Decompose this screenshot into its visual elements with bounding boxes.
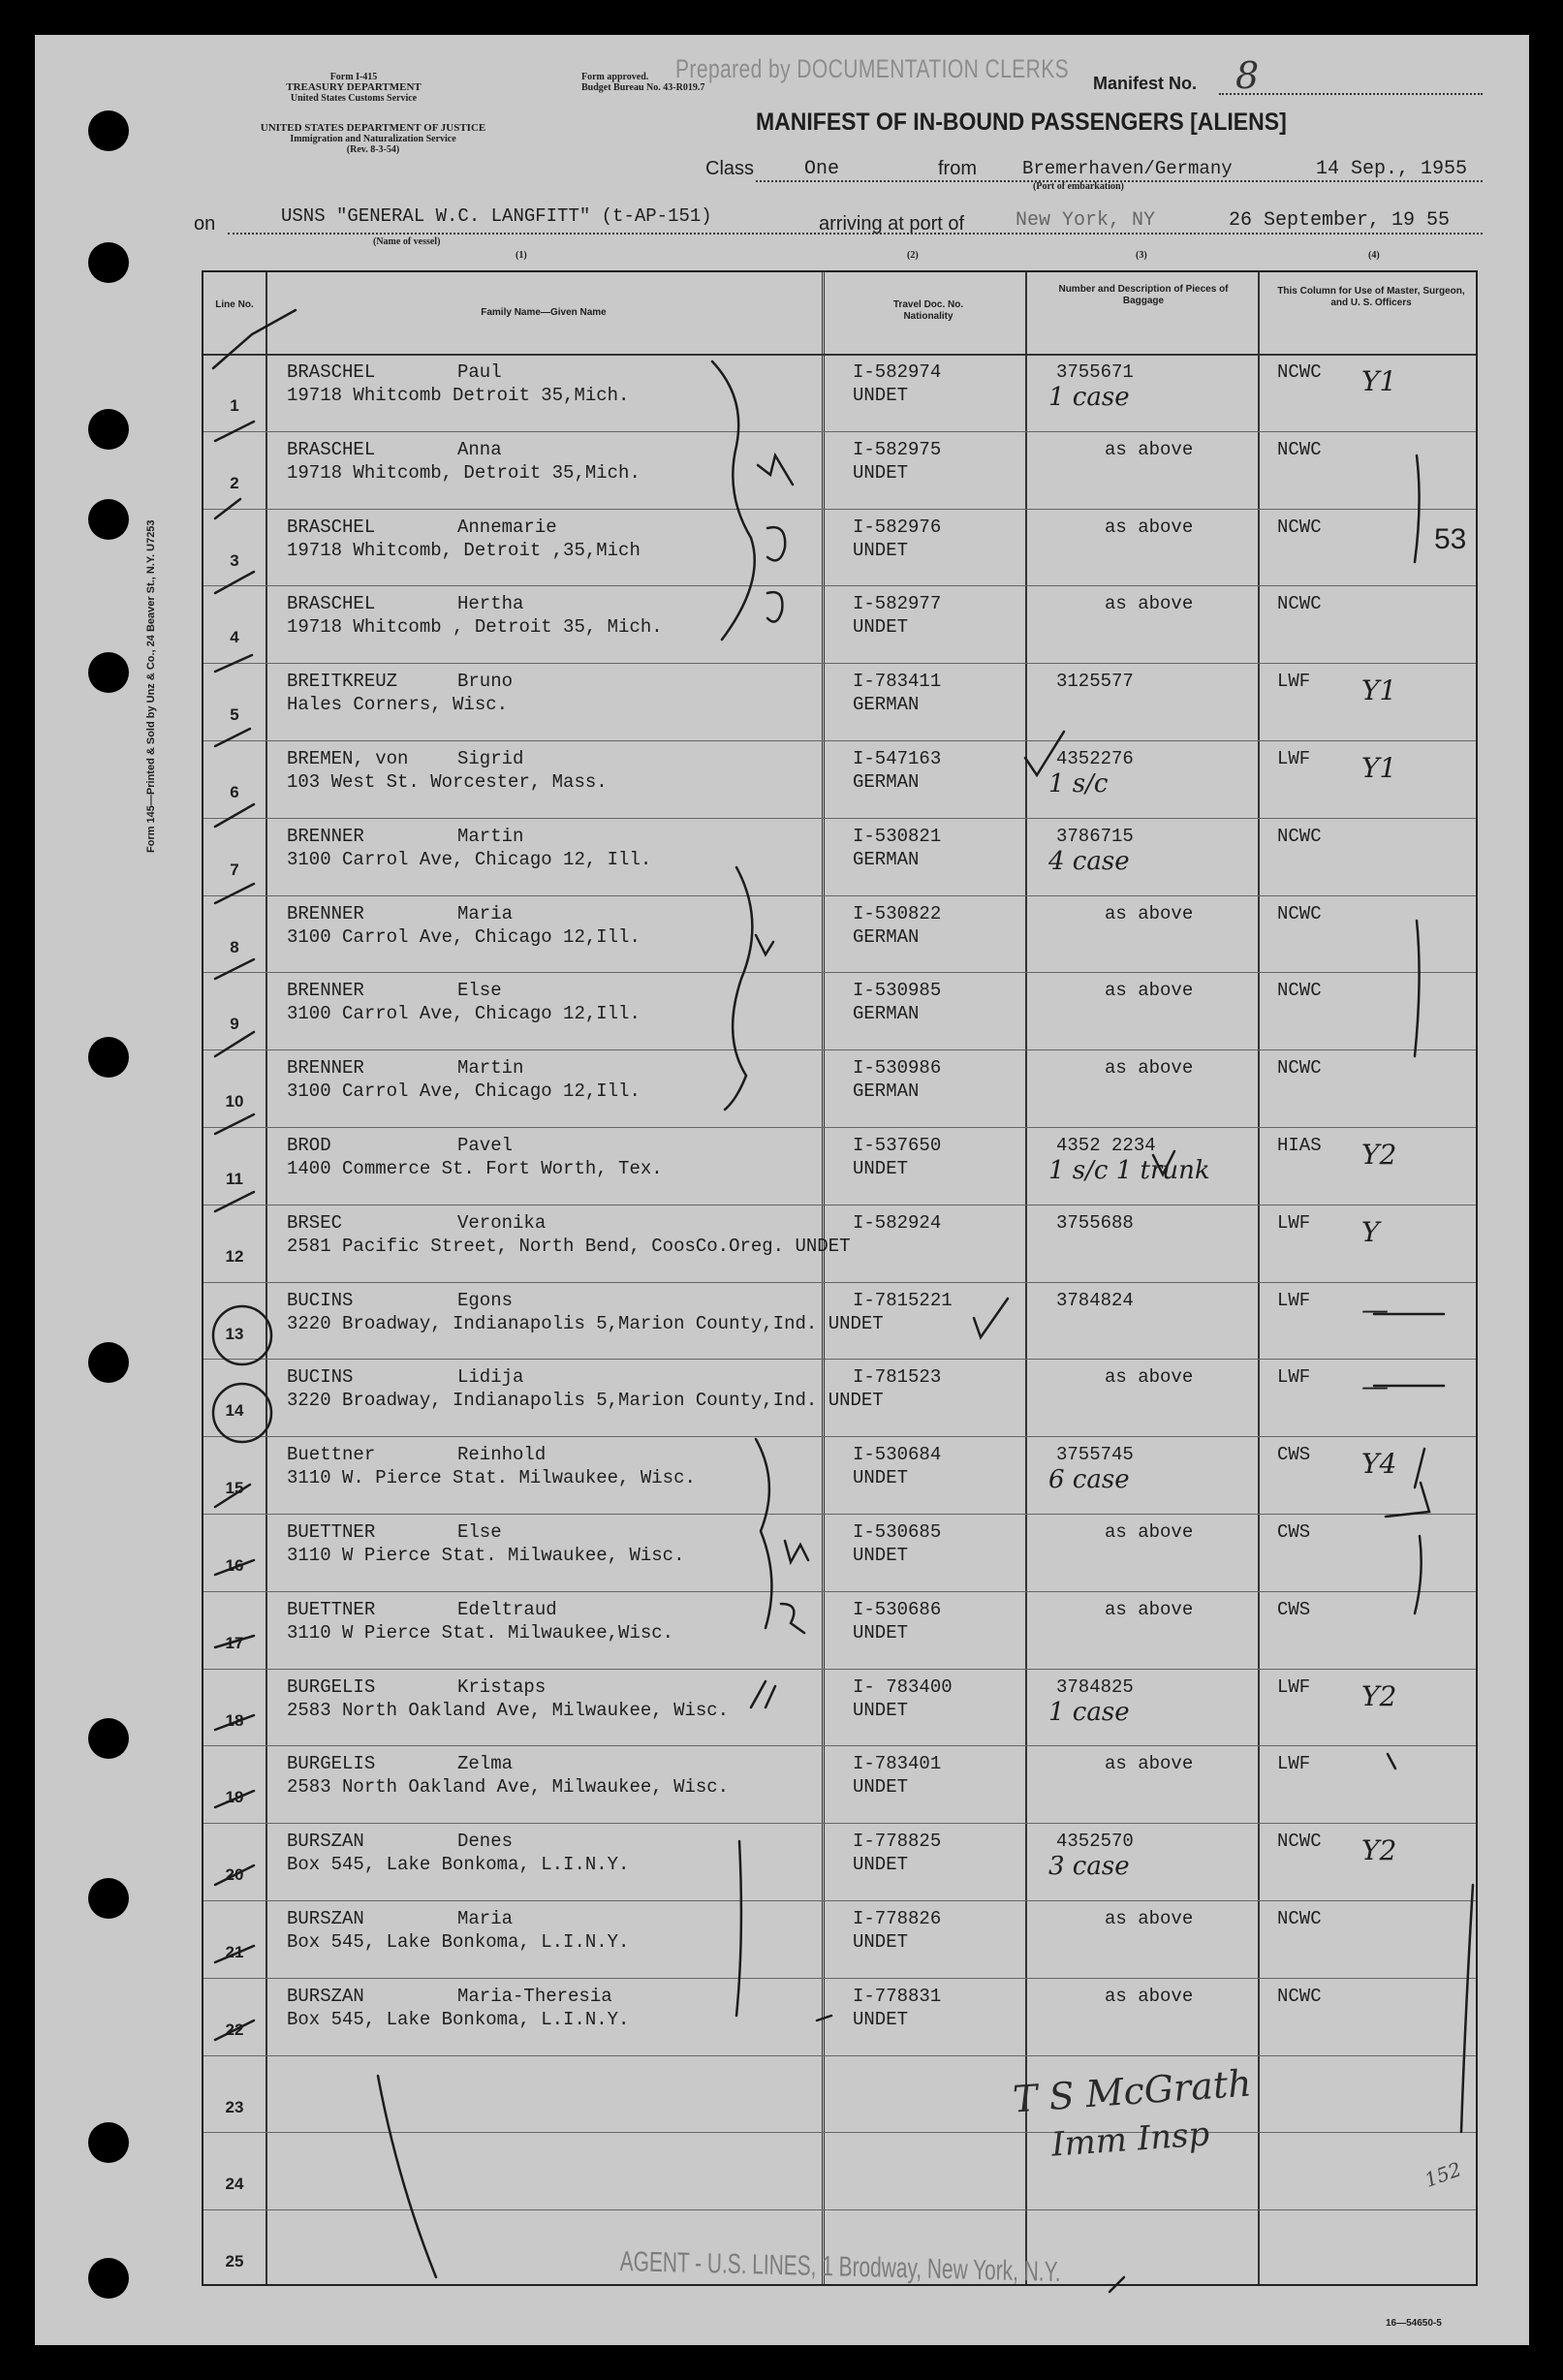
travel-doc-number: I-530985 bbox=[853, 980, 942, 1002]
nationality: UNDET bbox=[853, 461, 909, 484]
welfare-agency: LWF bbox=[1277, 1753, 1311, 1775]
row-rule bbox=[203, 1514, 1476, 1515]
given-name: Maria bbox=[457, 1908, 514, 1929]
welfare-agency: NCWC bbox=[1277, 438, 1322, 460]
address: 3220 Broadway, Indianapolis 5,Marion County,Ind. UNDET bbox=[287, 1390, 884, 1412]
table-row bbox=[203, 1669, 1476, 1746]
family-name: BRASCHEL bbox=[287, 438, 376, 460]
travel-doc-number: I-582975 bbox=[853, 438, 942, 460]
travel-doc-number: I-783411 bbox=[853, 671, 942, 693]
line-number: 6 bbox=[230, 783, 239, 801]
travel-doc-number: I- 783400 bbox=[853, 1675, 953, 1698]
family-name: BRENNER bbox=[287, 1057, 364, 1080]
vessel-line bbox=[228, 233, 1483, 235]
punch-hole bbox=[88, 499, 129, 540]
line-number: 8 bbox=[230, 937, 239, 956]
family-name: BRENNER bbox=[287, 902, 364, 924]
punch-hole bbox=[88, 110, 129, 151]
family-name: BREMEN, von bbox=[287, 748, 409, 769]
welfare-agency: LWF bbox=[1277, 671, 1311, 693]
baggage-description: 1 case bbox=[1048, 383, 1130, 412]
class-label: Class bbox=[705, 158, 755, 179]
baggage-number: as above bbox=[1105, 438, 1194, 460]
row-rule bbox=[203, 818, 1476, 819]
nationality: UNDET bbox=[853, 539, 909, 561]
family-name: BRENNER bbox=[287, 825, 364, 847]
justice-dept: UNITED STATES DEPARTMENT OF JUSTICE bbox=[260, 122, 486, 134]
line-number: 9 bbox=[230, 1015, 239, 1034]
welfare-agency: LWF bbox=[1277, 1289, 1311, 1311]
welfare-agency: NCWC bbox=[1277, 1831, 1322, 1853]
address: 3110 W. Pierce Stat. Milwaukee, Wisc. bbox=[287, 1467, 696, 1489]
table-row bbox=[203, 1900, 1476, 1978]
row-rule bbox=[203, 972, 1476, 973]
table-row bbox=[203, 1823, 1476, 1900]
line-number: 13 bbox=[225, 1324, 244, 1343]
embark-date: 14 Sep., 1955 bbox=[1316, 158, 1468, 180]
budget-bureau: Budget Bureau No. 43-R019.7 bbox=[581, 82, 705, 93]
officer-title: Imm Insp bbox=[1049, 2114, 1211, 2165]
col-header-line: Line No. bbox=[215, 299, 254, 310]
travel-doc-number: I-530986 bbox=[853, 1057, 942, 1080]
baggage-number: as above bbox=[1105, 1057, 1194, 1080]
agent-stamp: AGENT - U.S. LINES, 1 Brodway, New York, N.Y. bbox=[619, 2246, 1061, 2289]
address: 3110 W Pierce Stat. Milwaukee, Wisc. bbox=[287, 1545, 685, 1566]
nationality: UNDET bbox=[853, 1854, 909, 1876]
travel-doc-number: I-778831 bbox=[853, 1985, 942, 2007]
punch-hole bbox=[88, 1878, 129, 1919]
col-num-2: (2) bbox=[907, 250, 919, 261]
baggage-number: 3125577 bbox=[1056, 671, 1134, 693]
table-row bbox=[203, 972, 1476, 1049]
baggage-number: as above bbox=[1105, 1366, 1194, 1389]
embarkation-caption: (Port of embarkation) bbox=[1033, 181, 1124, 192]
col-header-name: Family Name—Given Name bbox=[481, 307, 607, 318]
col-header-officers: This Column for Use of Master, Surgeon, and U. S. Officers bbox=[1277, 286, 1465, 308]
baggage-number: as above bbox=[1105, 1521, 1194, 1543]
given-name: Bruno bbox=[457, 671, 514, 693]
officer-mark: Y2 bbox=[1361, 1679, 1397, 1712]
given-name: Edeltraud bbox=[457, 1598, 557, 1620]
baggage-description: 1 case bbox=[1048, 1697, 1130, 1727]
col-num-1: (1) bbox=[516, 250, 527, 261]
baggage-number: as above bbox=[1105, 1908, 1194, 1929]
family-name: BROD bbox=[287, 1135, 331, 1156]
family-name: BURGELIS bbox=[287, 1753, 376, 1775]
given-name: Zelma bbox=[457, 1753, 514, 1775]
officer-mark: Y bbox=[1361, 1215, 1380, 1248]
punch-hole bbox=[88, 1342, 129, 1383]
col-num-3: (3) bbox=[1136, 250, 1147, 261]
footer-code: 16—54650-5 bbox=[1386, 2318, 1442, 2329]
baggage-number: 3786715 bbox=[1056, 825, 1134, 847]
address: 2583 North Oakland Ave, Milwaukee, Wisc. bbox=[287, 1699, 730, 1721]
table-row bbox=[203, 740, 1476, 818]
given-name: Denes bbox=[457, 1831, 514, 1853]
ins-service: Immigration and Naturalization Service bbox=[290, 134, 456, 144]
baggage-number: 3784825 bbox=[1056, 1675, 1134, 1698]
manifest-no-line bbox=[1219, 93, 1483, 95]
line-number: 22 bbox=[225, 2020, 244, 2039]
baggage-number: as above bbox=[1105, 1985, 1194, 2007]
row-rule bbox=[203, 1436, 1476, 1437]
given-name: Reinhold bbox=[457, 1444, 547, 1466]
address: 2583 North Oakland Ave, Milwaukee, Wisc. bbox=[287, 1776, 730, 1799]
address: 3110 W Pierce Stat. Milwaukee,Wisc. bbox=[287, 1621, 674, 1644]
officer-mark: Y1 bbox=[1361, 674, 1397, 707]
welfare-agency: CWS bbox=[1277, 1444, 1311, 1466]
given-name: Egons bbox=[457, 1289, 514, 1311]
row-rule bbox=[203, 740, 1476, 741]
manifest-number: 8 bbox=[1235, 54, 1260, 97]
family-name: BURSZAN bbox=[287, 1985, 364, 2007]
punch-hole bbox=[88, 2258, 129, 2299]
baggage-number: as above bbox=[1105, 516, 1194, 538]
officer-mark: Y2 bbox=[1361, 1834, 1397, 1867]
address: 19718 Whitcomb, Detroit ,35,Mich bbox=[287, 539, 641, 561]
baggage-number: as above bbox=[1105, 1753, 1194, 1775]
port-of-arrival: New York, NY bbox=[1016, 209, 1156, 232]
row-rule bbox=[203, 2209, 1476, 2210]
family-name: BUETTNER bbox=[287, 1598, 376, 1620]
officer-mark: — bbox=[1361, 1370, 1389, 1403]
line-number: 3 bbox=[230, 550, 239, 570]
travel-doc-number: I-582976 bbox=[853, 516, 942, 538]
treasury-dept: TREASURY DEPARTMENT bbox=[286, 81, 422, 93]
table-row bbox=[203, 585, 1476, 663]
line-number: 23 bbox=[225, 2097, 244, 2116]
line-number: 7 bbox=[230, 860, 239, 879]
nationality: GERMAN bbox=[853, 771, 920, 793]
class-value: One bbox=[804, 158, 840, 180]
row-rule bbox=[203, 2055, 1476, 2056]
given-name: Hertha bbox=[457, 593, 524, 615]
documentation-stamp: Prepared by DOCUMENTATION CLERKS bbox=[675, 54, 1070, 83]
welfare-agency: LWF bbox=[1277, 1211, 1311, 1234]
row-rule bbox=[203, 1745, 1476, 1746]
page-count: 53 bbox=[1434, 523, 1467, 555]
punch-hole bbox=[88, 652, 129, 693]
given-name: Lidija bbox=[457, 1366, 524, 1389]
class-line bbox=[756, 180, 1483, 182]
line-number: 2 bbox=[230, 473, 239, 492]
officer-mark: Y2 bbox=[1361, 1139, 1397, 1171]
address: 3100 Carrol Ave, Chicago 12,Ill. bbox=[287, 1003, 641, 1025]
table-row bbox=[203, 663, 1476, 740]
baggage-description: 6 case bbox=[1048, 1465, 1130, 1495]
nationality: UNDET bbox=[853, 1158, 909, 1179]
passenger-table bbox=[202, 270, 1478, 2286]
punch-hole bbox=[88, 242, 129, 283]
nationality: GERMAN bbox=[853, 925, 920, 948]
manifest-title: MANIFEST OF IN-BOUND PASSENGERS [ALIENS] bbox=[756, 109, 1287, 136]
given-name: Martin bbox=[457, 825, 524, 847]
table-row bbox=[203, 2055, 1476, 2133]
line-number: 5 bbox=[230, 705, 239, 725]
travel-doc-number: I-530685 bbox=[853, 1521, 942, 1543]
line-number: 1 bbox=[230, 396, 239, 415]
nationality: GERMAN bbox=[853, 848, 920, 870]
travel-doc-number: I-778825 bbox=[853, 1831, 942, 1853]
family-name: BUCINS bbox=[287, 1366, 354, 1389]
family-name: BUETTNER bbox=[287, 1521, 376, 1543]
form-approved: Form approved. bbox=[581, 72, 649, 82]
table-row bbox=[203, 1127, 1476, 1205]
row-rule bbox=[203, 895, 1476, 896]
vessel-name: USNS "GENERAL W.C. LANGFITT" (t-AP-151) bbox=[281, 205, 712, 227]
baggage-number: as above bbox=[1105, 1598, 1194, 1620]
table-row bbox=[203, 1591, 1476, 1669]
table-row bbox=[203, 1436, 1476, 1514]
welfare-agency: NCWC bbox=[1277, 1985, 1322, 2007]
given-name: Maria-Theresia bbox=[457, 1985, 612, 2007]
family-name: BUCINS bbox=[287, 1289, 354, 1311]
row-rule bbox=[203, 509, 1476, 510]
officer-signature: T S McGrath bbox=[1011, 2061, 1253, 2121]
row-rule bbox=[203, 1049, 1476, 1050]
from-label: from bbox=[938, 158, 977, 179]
address: 103 West St. Worcester, Mass. bbox=[287, 771, 608, 793]
baggage-description: 1 s/c bbox=[1048, 769, 1109, 799]
row-rule bbox=[203, 1900, 1476, 1901]
travel-doc-number: I-582977 bbox=[853, 593, 942, 615]
family-name: BURSZAN bbox=[287, 1831, 364, 1853]
given-name: Martin bbox=[457, 1057, 524, 1080]
address: 3220 Broadway, Indianapolis 5,Marion County,Ind. UNDET bbox=[287, 1312, 884, 1334]
family-name: BRASCHEL bbox=[287, 361, 376, 383]
line-number: 24 bbox=[225, 2175, 244, 2194]
baggage-number: as above bbox=[1105, 902, 1194, 924]
travel-doc-number: I-530822 bbox=[853, 902, 942, 924]
welfare-agency: NCWC bbox=[1277, 593, 1322, 615]
welfare-agency: NCWC bbox=[1277, 1908, 1322, 1929]
address: 19718 Whitcomb , Detroit 35, Mich. bbox=[287, 616, 663, 639]
address: Hales Corners, Wisc. bbox=[287, 694, 509, 716]
welfare-agency: CWS bbox=[1277, 1521, 1311, 1543]
travel-doc-number: I-783401 bbox=[853, 1753, 942, 1775]
given-name: Pavel bbox=[457, 1135, 514, 1156]
officer-mark: Y4 bbox=[1361, 1448, 1397, 1481]
nationality: UNDET bbox=[853, 1931, 909, 1953]
baggage-number: as above bbox=[1105, 980, 1194, 1002]
col-header-travel: Travel Doc. No. Nationality bbox=[892, 299, 964, 322]
line-number: 25 bbox=[225, 2252, 244, 2271]
line-number: 16 bbox=[225, 1556, 244, 1575]
family-name: BRASCHEL bbox=[287, 516, 376, 538]
row-rule bbox=[203, 1823, 1476, 1824]
welfare-agency: LWF bbox=[1277, 1675, 1311, 1698]
baggage-number: 3755745 bbox=[1056, 1444, 1134, 1466]
welfare-agency: CWS bbox=[1277, 1598, 1311, 1620]
row-rule bbox=[203, 585, 1476, 586]
travel-doc-number: I-582974 bbox=[853, 361, 942, 383]
table-row bbox=[203, 1978, 1476, 2055]
row-rule bbox=[203, 431, 1476, 432]
row-rule bbox=[203, 1205, 1476, 1206]
row-rule bbox=[203, 1282, 1476, 1283]
welfare-agency: LWF bbox=[1277, 1366, 1311, 1389]
given-name: Veronika bbox=[457, 1211, 547, 1234]
side-print: Form 145—Printed & Sold by Unz & Co., 24 Beaver St., N.Y. U7253 bbox=[145, 519, 157, 853]
address: 19718 Whitcomb Detroit 35,Mich. bbox=[287, 385, 630, 406]
row-rule bbox=[203, 1127, 1476, 1128]
travel-doc-number: I-530684 bbox=[853, 1444, 942, 1466]
nationality: UNDET bbox=[853, 1545, 909, 1566]
punch-hole bbox=[88, 409, 129, 450]
row-rule bbox=[203, 1669, 1476, 1670]
given-name: Sigrid bbox=[457, 748, 524, 769]
welfare-agency: NCWC bbox=[1277, 902, 1322, 924]
baggage-number: 3784824 bbox=[1056, 1289, 1134, 1311]
family-name: BURSZAN bbox=[287, 1908, 364, 1929]
family-name: BRENNER bbox=[287, 980, 364, 1002]
family-name: BRSEC bbox=[287, 1211, 343, 1234]
table-row bbox=[203, 1282, 1476, 1360]
nationality: UNDET bbox=[853, 616, 909, 639]
punch-hole bbox=[88, 2122, 129, 2163]
line-number: 19 bbox=[225, 1788, 244, 1807]
welfare-agency: HIAS bbox=[1277, 1135, 1322, 1156]
port-of-embarkation: Bremerhaven/Germany bbox=[1022, 158, 1233, 179]
welfare-agency: NCWC bbox=[1277, 361, 1322, 383]
nationality: GERMAN bbox=[853, 1080, 920, 1103]
line-number: 10 bbox=[225, 1092, 244, 1112]
line-number: 11 bbox=[226, 1170, 243, 1188]
address: 3100 Carrol Ave, Chicago 12, Ill. bbox=[287, 848, 652, 870]
baggage-number: as above bbox=[1105, 593, 1194, 615]
table-row bbox=[203, 818, 1476, 895]
given-name: Else bbox=[457, 980, 502, 1002]
table-row bbox=[203, 509, 1476, 586]
address: Box 545, Lake Bonkoma, L.I.N.Y. bbox=[287, 1854, 630, 1876]
officer-mark: Y1 bbox=[1361, 365, 1397, 397]
nationality: UNDET bbox=[853, 1776, 909, 1799]
table-row bbox=[203, 354, 1476, 431]
travel-doc-number: I-582924 bbox=[853, 1211, 942, 1234]
travel-doc-number: I-530686 bbox=[853, 1598, 942, 1620]
address: 19718 Whitcomb, Detroit 35,Mich. bbox=[287, 461, 641, 484]
row-rule bbox=[203, 1359, 1476, 1360]
travel-doc-number: I-530821 bbox=[853, 825, 942, 847]
baggage-description: 4 case bbox=[1048, 846, 1130, 876]
line-number: 20 bbox=[225, 1865, 244, 1885]
family-name: BRASCHEL bbox=[287, 593, 376, 615]
given-name: Paul bbox=[457, 361, 502, 383]
travel-doc-number: I-781523 bbox=[853, 1366, 942, 1389]
vessel-caption: (Name of vessel) bbox=[373, 236, 441, 247]
nationality: GERMAN bbox=[853, 1003, 920, 1025]
travel-doc-number: I-537650 bbox=[853, 1135, 942, 1156]
given-name: Kristaps bbox=[457, 1675, 547, 1698]
travel-doc-number: I-7815221 bbox=[853, 1289, 953, 1311]
baggage-number: 3755688 bbox=[1056, 1211, 1134, 1234]
welfare-agency: NCWC bbox=[1277, 516, 1322, 538]
line-number: 17 bbox=[225, 1633, 244, 1652]
line-number: 21 bbox=[225, 1943, 244, 1961]
given-name: Anna bbox=[457, 438, 502, 460]
welfare-agency: NCWC bbox=[1277, 980, 1322, 1002]
row-rule bbox=[203, 2132, 1476, 2133]
table-row bbox=[203, 1049, 1476, 1127]
customs-service: United States Customs Service bbox=[290, 93, 418, 104]
punch-hole bbox=[88, 1718, 129, 1759]
table-row bbox=[203, 1359, 1476, 1436]
address: 3100 Carrol Ave, Chicago 12,Ill. bbox=[287, 1080, 641, 1103]
address: Box 545, Lake Bonkoma, L.I.N.Y. bbox=[287, 1931, 630, 1953]
baggage-number: 4352570 bbox=[1056, 1831, 1134, 1853]
line-number: 14 bbox=[225, 1401, 244, 1421]
given-name: Annemarie bbox=[457, 516, 557, 538]
family-name: BURGELIS bbox=[287, 1675, 376, 1698]
nationality: UNDET bbox=[853, 385, 909, 406]
arriving-label: arriving at port of bbox=[819, 213, 965, 235]
arrival-date: 26 September, 19 55 bbox=[1229, 209, 1451, 232]
address: 1400 Commerce St. Fort Worth, Tex. bbox=[287, 1158, 663, 1179]
address: Box 545, Lake Bonkoma, L.I.N.Y. bbox=[287, 2008, 630, 2030]
line-number: 18 bbox=[225, 1710, 244, 1730]
given-name: Else bbox=[457, 1521, 502, 1543]
manifest-label: Manifest No. bbox=[1093, 74, 1198, 93]
officer-mark: Y1 bbox=[1361, 752, 1397, 784]
form-agency-block bbox=[237, 72, 470, 104]
form-number: Form I-415 bbox=[329, 72, 378, 82]
nationality: UNDET bbox=[853, 1621, 909, 1644]
welfare-agency: NCWC bbox=[1277, 825, 1322, 847]
on-label: on bbox=[194, 213, 216, 235]
table-row bbox=[203, 2132, 1476, 2209]
family-name: Buettner bbox=[287, 1444, 376, 1466]
given-name: Maria bbox=[457, 902, 514, 924]
row-rule bbox=[203, 663, 1476, 664]
table-row bbox=[203, 1745, 1476, 1823]
welfare-agency: NCWC bbox=[1277, 1057, 1322, 1080]
welfare-agency: LWF bbox=[1277, 748, 1311, 769]
table-row bbox=[203, 1514, 1476, 1591]
justice-block bbox=[189, 123, 557, 155]
line-number: 15 bbox=[225, 1479, 244, 1498]
nationality: UNDET bbox=[853, 1467, 909, 1489]
baggage-number: 4352 2234 bbox=[1056, 1135, 1156, 1156]
baggage-number: 4352276 bbox=[1056, 748, 1134, 769]
line-number: 4 bbox=[230, 628, 239, 647]
line-number: 12 bbox=[225, 1246, 244, 1266]
nationality: UNDET bbox=[853, 2008, 909, 2030]
col-header-baggage: Number and Description of Pieces of Baggage bbox=[1058, 284, 1229, 306]
table-row bbox=[203, 895, 1476, 973]
bottom-note: 152 bbox=[1422, 2157, 1465, 2192]
row-rule bbox=[203, 1591, 1476, 1592]
nationality: UNDET bbox=[853, 1699, 909, 1721]
col-num-4: (4) bbox=[1368, 250, 1380, 261]
travel-doc-number: I-547163 bbox=[853, 748, 942, 769]
baggage-description: 3 case bbox=[1048, 1852, 1130, 1882]
address: 2581 Pacific Street, North Bend, CoosCo.Oreg. UNDET bbox=[287, 1235, 851, 1257]
travel-doc-number: I-778826 bbox=[853, 1908, 942, 1929]
baggage-description: 1 s/c 1 trunk bbox=[1048, 1156, 1210, 1185]
row-rule bbox=[203, 1978, 1476, 1979]
table-row bbox=[203, 431, 1476, 509]
table-row bbox=[203, 1205, 1476, 1282]
officer-mark: — bbox=[1361, 1293, 1389, 1326]
baggage-number: 3755671 bbox=[1056, 361, 1134, 383]
family-name: BREITKREUZ bbox=[287, 671, 398, 693]
revision: (Rev. 8-3-54) bbox=[346, 144, 400, 155]
nationality: GERMAN bbox=[853, 694, 920, 716]
address: 3100 Carrol Ave, Chicago 12,Ill. bbox=[287, 925, 641, 948]
punch-hole bbox=[88, 1037, 129, 1078]
